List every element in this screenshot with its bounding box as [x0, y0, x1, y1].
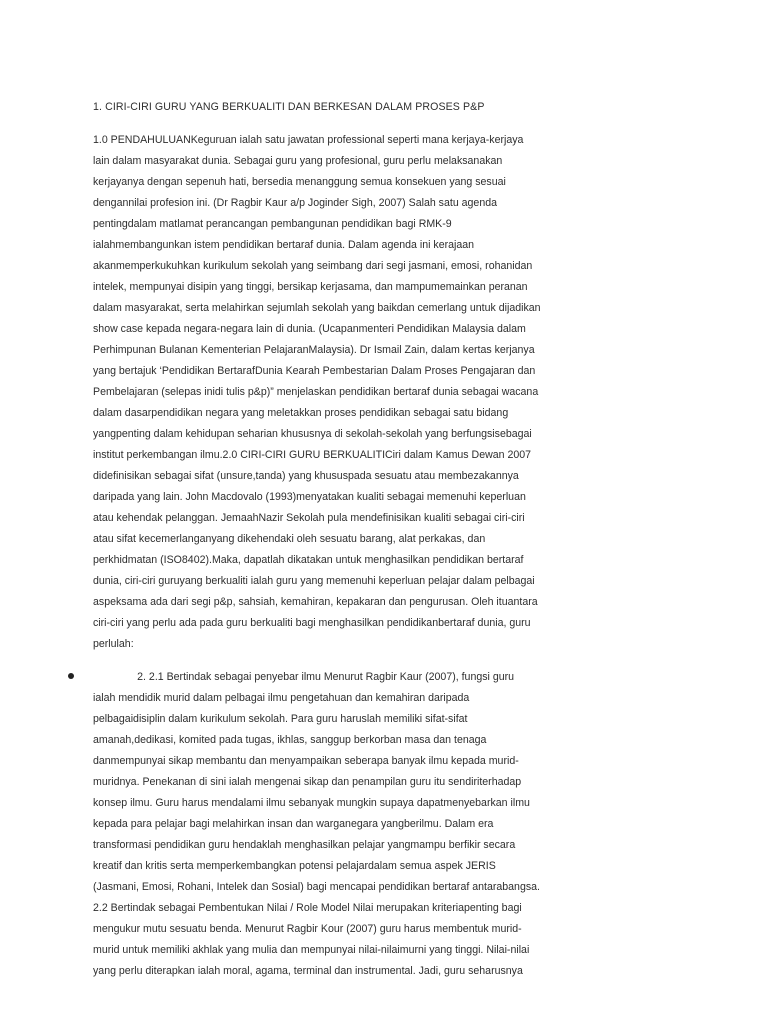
- paragraph-line: atau kehendak pelanggan. JemaahNazir Sekolah pula mendefinisikan kualiti sebagai ciri-ciri: [93, 512, 525, 524]
- paragraph-line: pentingdalam matlamat perancangan pembangunan pendidikan bagi RMK-9: [93, 218, 452, 230]
- paragraph-line: ialahmembangunkan istem pendidikan bertaraf dunia. Dalam agenda ini kerajaan: [93, 239, 475, 251]
- paragraph-line: yang bertajuk ‘Pendidikan BertarafDunia Kearah Pembestarian Dalam Proses Pengajaran dan: [93, 365, 536, 377]
- paragraph-line: didefinisikan sebagai sifat (unsure,tanda) yang khususpada sesuatu atau membezakannya: [93, 470, 519, 482]
- list-item-line: danmempunyai sikap membantu dan menyampaikan seberapa banyak ilmu kepada murid-: [93, 755, 519, 767]
- paragraph-line: dalam dasarpendidikan negara yang meletakkan proses pendidikan sebagai satu bidang: [93, 407, 509, 419]
- paragraph-line: daripada yang lain. John Macdovalo (1993)menyatakan kualiti sebagai memenuhi keperluan: [93, 491, 526, 503]
- list-bullet-icon: [68, 673, 74, 679]
- paragraph-line: dengannilai profesion ini. (Dr Ragbir Kaur a/p Joginder Sigh, 2007) Salah satu agenda: [93, 197, 498, 209]
- list-item-line: ialah mendidik murid dalam pelbagai ilmu pengetahuan dan kemahiran daripada: [93, 692, 470, 704]
- paragraph-line: Perhimpunan Bulanan Kementerian PelajaranMalaysia). Dr Ismail Zain, dalam kertas kerjanya: [93, 344, 535, 356]
- list-item-line: muridnya. Penekanan di sini ialah mengenai sikap dan penampilan guru itu sendiriterhadap: [93, 776, 522, 788]
- document-heading: 1. CIRI-CIRI GURU YANG BERKUALITI DAN BERKESAN DALAM PROSES P&P: [93, 101, 485, 113]
- paragraph-line: perkhidmatan (ISO8402).Maka, dapatlah dikatakan untuk menghasilkan pendidikan bertaraf: [93, 554, 524, 566]
- paragraph-line: dalam masyarakat, serta melahirkan sejumlah sekolah yang baikdan cemerlang untuk dijadikan: [93, 302, 541, 314]
- paragraph-line: show case kepada negara-negara lain di dunia. (Ucapanmenteri Pendidikan Malaysia dalam: [93, 323, 526, 335]
- paragraph-line: intelek, mempunyai disipin yang tinggi, bersikap kerjasama, dan mampumemainkan peranan: [93, 281, 528, 293]
- list-item-line: pelbagaidisiplin dalam kurikulum sekolah. Para guru haruslah memiliki sifat-sifat: [93, 713, 468, 725]
- paragraph-line: atau sifat kecemerlanganyang dikehendaki oleh sesuatu barang, alat perkakas, dan: [93, 533, 486, 545]
- list-item-line: 2.2 Bertindak sebagai Pembentukan Nilai / Role Model Nilai merupakan kriteriapenting bagi: [93, 902, 522, 914]
- list-item-line: (Jasmani, Emosi, Rohani, Intelek dan Sosial) bagi mencapai pendidikan bertaraf antarabangsa.: [93, 881, 540, 893]
- list-item-line: kreatif dan kritis serta memperkembangkan potensi pelajardalam semua aspek JERIS: [93, 860, 496, 872]
- list-item-line: kepada para pelajar bagi melahirkan insan dan warganegara yangberilmu. Dalam era: [93, 818, 494, 830]
- list-item-line: murid untuk memiliki akhlak yang mulia dan mempunyai nilai-nilaimurni yang tinggi. Nilai-nilai: [93, 944, 530, 956]
- paragraph-line: institut perkembangan ilmu.2.0 CIRI-CIRI GURU BERKUALITICiri dalam Kamus Dewan 2007: [93, 449, 532, 461]
- list-item-line: mengukur mutu sesuatu benda. Menurut Ragbir Kour (2007) guru harus membentuk murid-: [93, 923, 522, 935]
- paragraph-line: akanmemperkukuhkan kurikulum sekolah yang seimbang dari segi jasmani, emosi, rohanidan: [93, 260, 533, 272]
- paragraph-line: yangpenting dalam kehidupan seharian khususnya di sekolah-sekolah yang berfungsisebagai: [93, 428, 532, 440]
- paragraph-line: aspeksama ada dari segi p&p, sahsiah, kemahiran, kepakaran dan pengurusan. Oleh ituantara: [93, 596, 538, 608]
- paragraph-line: 1.0 PENDAHULUANKeguruan ialah satu jawatan professional seperti mana kerjaya-kerjaya: [93, 134, 524, 146]
- paragraph-line: lain dalam masyarakat dunia. Sebagai guru yang profesional, guru perlu melaksanakan: [93, 155, 503, 167]
- list-item-line: yang perlu diterapkan ialah moral, agama, terminal dan instrumental. Jadi, guru seharusnya: [93, 965, 523, 977]
- paragraph-line: perlulah:: [93, 638, 134, 650]
- list-item-line: 2. 2.1 Bertindak sebagai penyebar ilmu Menurut Ragbir Kaur (2007), fungsi guru: [93, 671, 515, 683]
- paragraph-line: Pembelajaran (selepas inidi tulis p&p)” menjelaskan pendidikan bertaraf dunia sebagai wacana: [93, 386, 539, 398]
- paragraph-line: kerjayanya dengan sepenuh hati, bersedia menanggung semua konsekuen yang sesuai: [93, 176, 506, 188]
- list-item-line: transformasi pendidikan guru hendaklah menghasilkan pelajar yangmampu berfikir secara: [93, 839, 516, 851]
- paragraph-line: dunia, ciri-ciri guruyang berkualiti ialah guru yang memenuhi keperluan pelajar dalam pelbagai: [93, 575, 535, 587]
- paragraph-line: ciri-ciri yang perlu ada pada guru berkualiti bagi menghasilkan pendidikanbertaraf dunia, guru: [93, 617, 531, 629]
- list-item-line: konsep ilmu. Guru harus mendalami ilmu sebanyak mungkin supaya dapatmenyebarkan ilmu: [93, 797, 530, 809]
- list-item-line: amanah,dedikasi, komited pada tugas, ikhlas, sanggup berkorban masa dan tenaga: [93, 734, 487, 746]
